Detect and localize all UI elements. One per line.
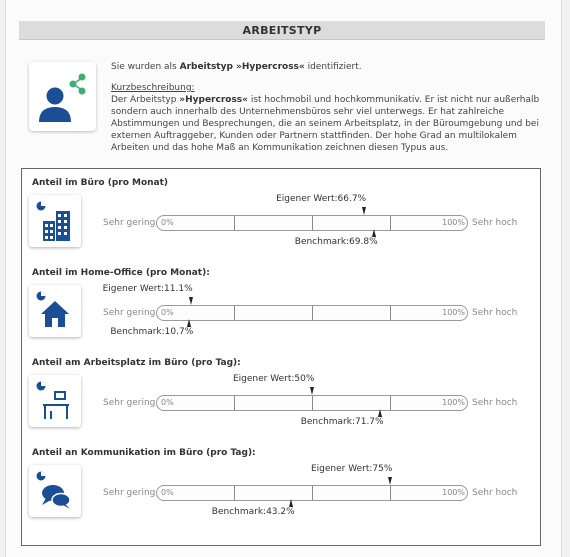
scale-min-label: 0% bbox=[161, 308, 174, 317]
scale-max-label: 100% bbox=[442, 308, 465, 317]
lead-pre: Sie wurden als bbox=[111, 62, 180, 72]
desk-chair-icon bbox=[29, 375, 81, 427]
scale-bar bbox=[156, 215, 468, 231]
page-title: ARBEITSTYP bbox=[19, 21, 545, 40]
office-building-icon bbox=[29, 195, 81, 247]
own-value-label: Eigener Wert:66.7% bbox=[276, 194, 367, 204]
scale-divider bbox=[234, 396, 235, 410]
scale-right-label: Sehr hoch bbox=[472, 308, 518, 318]
scale-max-label: 100% bbox=[442, 488, 465, 497]
benchmark-marker bbox=[289, 499, 293, 507]
scale-max-label: 100% bbox=[442, 218, 465, 227]
own-value-label: Eigener Wert:50% bbox=[233, 374, 315, 384]
benchmark-label: Benchmark:71.7% bbox=[300, 417, 384, 427]
kurz-pre: Der Arbeitstyp bbox=[111, 95, 180, 105]
own-value-label: Eigener Wert:11.1% bbox=[102, 284, 193, 294]
kurz-type: »Hypercross« bbox=[179, 95, 248, 105]
benchmark-marker bbox=[372, 229, 376, 237]
scale-bar bbox=[156, 305, 468, 321]
speech-bubbles-icon bbox=[29, 465, 81, 517]
scale-divider bbox=[312, 306, 313, 320]
benchmark-label: Benchmark:10.7% bbox=[110, 327, 194, 337]
scale-divider bbox=[312, 216, 313, 230]
type-description bbox=[111, 61, 546, 154]
scale-min-label: 0% bbox=[161, 218, 174, 227]
scale-left-label: Sehr gering bbox=[103, 398, 156, 408]
own-value-marker bbox=[310, 387, 314, 395]
section-title: Anteil im Home-Office (pro Monat): bbox=[32, 268, 210, 278]
lead-post: identifiziert. bbox=[304, 62, 362, 72]
own-value-marker bbox=[388, 477, 392, 485]
identification-text bbox=[111, 61, 546, 73]
own-value-label: Eigener Wert:75% bbox=[311, 464, 393, 474]
own-value-marker bbox=[189, 297, 193, 305]
benchmark-marker bbox=[187, 319, 191, 327]
scale-bar bbox=[156, 395, 468, 411]
home-icon bbox=[29, 285, 81, 337]
scale-divider bbox=[390, 396, 391, 410]
scale-left-label: Sehr gering bbox=[103, 218, 156, 228]
scale-divider bbox=[312, 486, 313, 500]
benchmark-label: Benchmark:43.2% bbox=[211, 507, 295, 517]
scale-right-label: Sehr hoch bbox=[472, 218, 518, 228]
person-share-icon bbox=[29, 62, 96, 131]
short-description-text bbox=[111, 94, 546, 154]
scale-divider bbox=[390, 486, 391, 500]
scale-min-label: 0% bbox=[161, 398, 174, 407]
short-description-heading: Kurzbeschreibung: bbox=[111, 83, 195, 93]
scale-max-label: 100% bbox=[442, 398, 465, 407]
scale-divider bbox=[312, 396, 313, 410]
scale-left-label: Sehr gering bbox=[103, 488, 156, 498]
benchmark-marker bbox=[378, 409, 382, 417]
section-title: Anteil an Kommunikation im Büro (pro Tag): bbox=[32, 448, 256, 458]
scale-divider bbox=[234, 216, 235, 230]
scale-divider bbox=[390, 306, 391, 320]
scale-right-label: Sehr hoch bbox=[472, 488, 518, 498]
scale-divider bbox=[234, 486, 235, 500]
scale-divider bbox=[234, 306, 235, 320]
scale-min-label: 0% bbox=[161, 488, 174, 497]
own-value-marker bbox=[362, 207, 366, 215]
kurz-text: ist hochmobil und hochkommunikativ. Er ist nicht nur außerhalb sondern auch innerhalb des Unternehmensbüros sehr viel unterwegs. Er hat zahlreiche Abstimmungen und Besprechungen, die an seinem Arbeitsplatz, in der Büroumgebung und bei externen Auftraggeber, Kunden oder Partnern stattfinden. Der hohe Grad an multilokalem Arbeiten und das hohe Maß an Kommunikation zeichnen diesen Typus aus. bbox=[111, 95, 540, 153]
scale-right-label: Sehr hoch bbox=[472, 398, 518, 408]
benchmark-label: Benchmark:69.8% bbox=[294, 237, 378, 247]
lead-type: Arbeitstyp »Hypercross« bbox=[179, 62, 305, 72]
scale-left-label: Sehr gering bbox=[103, 308, 156, 318]
section-title: Anteil am Arbeitsplatz im Büro (pro Tag): bbox=[32, 358, 241, 368]
section-title: Anteil im Büro (pro Monat) bbox=[32, 178, 169, 188]
scale-bar bbox=[156, 485, 468, 501]
scale-divider bbox=[390, 216, 391, 230]
